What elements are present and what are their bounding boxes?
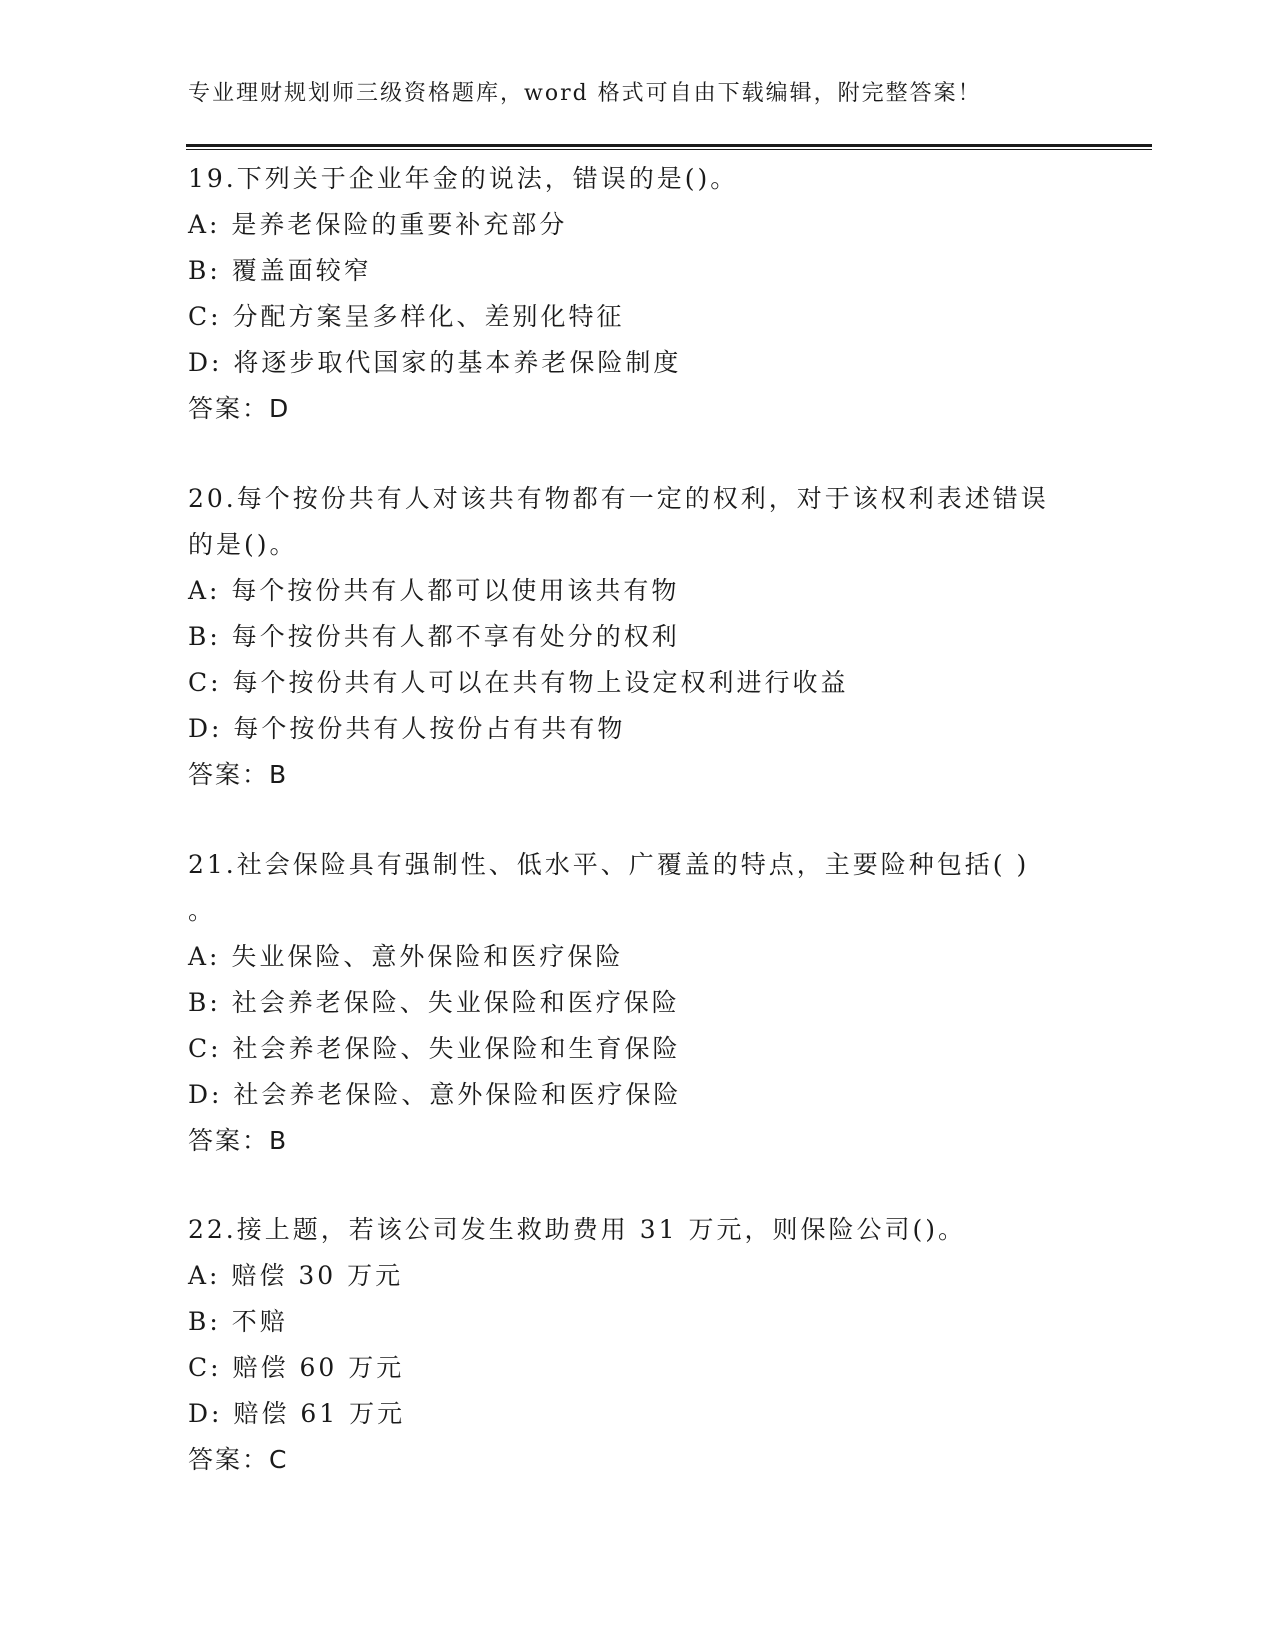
answer: 答案：B	[188, 1126, 289, 1155]
answer: 答案：D	[188, 394, 291, 423]
question-21	[188, 842, 1088, 1164]
question-stem-continued: 的是()。	[188, 530, 298, 559]
header-divider	[186, 144, 1152, 150]
question-stem: 20.每个按份共有人对该共有物都有一定的权利，对于该权利表述错误	[188, 484, 1049, 513]
question-stem-continued: 。	[188, 896, 217, 925]
question-stem: 19.下列关于企业年金的说法，错误的是()。	[188, 164, 739, 193]
question-19	[188, 156, 1088, 432]
option-d: D: 每个按份共有人按份占有共有物	[188, 714, 626, 743]
header-divider-thick	[186, 144, 1152, 147]
option-c: C: 分配方案呈多样化、差别化特征	[188, 302, 625, 331]
option-d: D: 将逐步取代国家的基本养老保险制度	[188, 348, 682, 377]
option-b: B: 社会养老保险、失业保险和医疗保险	[188, 988, 680, 1017]
question-22	[188, 1207, 1088, 1483]
option-c: C: 赔偿 60 万元	[188, 1353, 405, 1382]
option-c: C: 每个按份共有人可以在共有物上设定权利进行收益	[188, 668, 849, 697]
option-b: B: 不赔	[188, 1307, 288, 1336]
answer: 答案：C	[188, 1445, 289, 1474]
question-stem: 21.社会保险具有强制性、低水平、广覆盖的特点，主要险种包括( )	[188, 850, 1030, 879]
page-header: 专业理财规划师三级资格题库，word 格式可自由下载编辑，附完整答案！	[188, 81, 982, 106]
option-a: A: 失业保险、意外保险和医疗保险	[188, 942, 624, 971]
option-b: B: 覆盖面较窄	[188, 256, 372, 285]
question-stem: 22.接上题，若该公司发生救助费用 31 万元，则保险公司()。	[188, 1215, 966, 1244]
option-c: C: 社会养老保险、失业保险和生育保险	[188, 1034, 681, 1063]
option-d: D: 赔偿 61 万元	[188, 1399, 406, 1428]
answer: 答案：B	[188, 760, 289, 789]
question-20	[188, 476, 1088, 798]
option-a: A: 是养老保险的重要补充部分	[188, 210, 568, 239]
option-b: B: 每个按份共有人都不享有处分的权利	[188, 622, 680, 651]
header-divider-thin	[186, 149, 1152, 150]
option-d: D: 社会养老保险、意外保险和医疗保险	[188, 1080, 682, 1109]
option-a: A: 每个按份共有人都可以使用该共有物	[188, 576, 680, 605]
option-a: A: 赔偿 30 万元	[188, 1261, 404, 1290]
